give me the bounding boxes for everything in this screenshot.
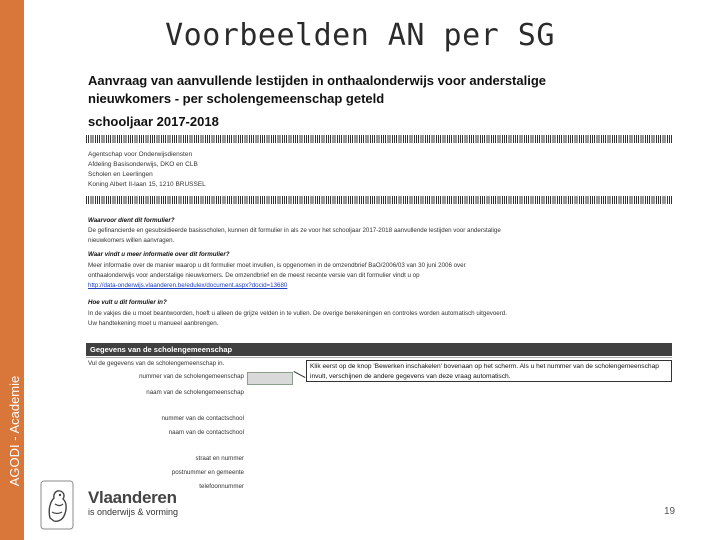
vlaanderen-logo [38, 474, 188, 530]
field-label-postcode: postnummer en gemeente [171, 469, 244, 476]
logo-name: Vlaanderen [88, 488, 177, 507]
lion-icon [40, 480, 74, 530]
divider [86, 357, 672, 358]
callout-pointer [294, 371, 306, 378]
agency-line: Scholen en Leerlingen [88, 171, 153, 178]
paragraph-line: nieuwkomers willen aanvragen. [88, 237, 175, 244]
paragraph-line: onthaalonderwijs voor anderstalige nieuwkomers. De omzendbrief en de meest recente versie van dit formulier vindt u op [88, 272, 420, 279]
paragraph-line: In de vakjes die u moet beantwoorden, hoeft u alleen de grijze velden in te vullen. De overige berekeningen en controles worden automatisch uitgevoerd. [88, 310, 507, 317]
divider [86, 135, 672, 143]
agency-line: Koning Albert II-laan 15, 1210 BRUSSEL [88, 181, 206, 188]
agency-block [88, 150, 206, 190]
field-label-contact-name: naam van de contactschool [168, 429, 244, 436]
field-label-phone: telefoonnummer [199, 483, 244, 490]
instruction-callout: Klik eerst op de knop 'Bewerken inschakelen' bovenaan op het scherm. Als u het nummer van de scholengemeenschap invult, verschijnen de andere gegevens van deze vraag automatisch. [306, 360, 672, 382]
form-title: Aanvraag van aanvullende lestijden in onthaalonderwijs voor anderstalige nieuwkomers - per scholengemeenschap geteld [88, 73, 547, 106]
agency-line: Afdeling Basisonderwijs, DKO en CLB [88, 161, 198, 168]
agency-line: Agentschap voor Onderwijsdiensten [88, 151, 193, 158]
field-label-street: straat en nummer [195, 455, 244, 462]
school-year: schooljaar 2017-2018 [88, 114, 219, 129]
question-heading: Waarvoor dient dit formulier? [88, 217, 175, 224]
section-header: Gegevens van de scholengemeenschap [86, 343, 672, 356]
sidebar [0, 0, 24, 540]
slide-title: Voorbeelden AN per SG [165, 18, 555, 53]
paragraph-line: Uw handtekening moet u manueel aanbrengen. [88, 320, 219, 327]
sg-number-input[interactable] [247, 372, 293, 385]
question-heading: Hoe vult u dit formulier in? [88, 299, 167, 306]
page-number: 19 [664, 506, 676, 517]
field-label-sg-name: naam van de scholengemeenschap [146, 389, 244, 396]
question-heading: Waar vindt u meer informatie over dit formulier? [88, 251, 230, 258]
logo-tagline: is onderwijs & vorming [88, 507, 179, 517]
info-link[interactable]: http://data-onderwijs.vlaanderen.be/edulex/document.aspx?docid=13680 [88, 282, 288, 289]
fill-instruction: Vul de gegevens van de scholengemeenschap in. [88, 360, 225, 367]
paragraph-line: Meer informatie over de manier waarop u dit formulier moet invullen, is opgenomen in de omzendbrief BaO/2006/03 van 30 juni 2006 over [88, 262, 466, 269]
sidebar-label: AGODI - Academie [7, 375, 22, 487]
paragraph-line: De gefinancierde en gesubsidieerde basisscholen, kunnen dit formulier in als ze voor het schooljaar 2017-2018 aanvullende lestijden voor anderstalige [88, 227, 501, 234]
field-label-sg-number: nummer van de scholengemeenschap [139, 373, 244, 380]
field-label-contact-number: nummer van de contactschool [161, 415, 244, 422]
form-document [84, 66, 676, 496]
divider [86, 196, 672, 204]
